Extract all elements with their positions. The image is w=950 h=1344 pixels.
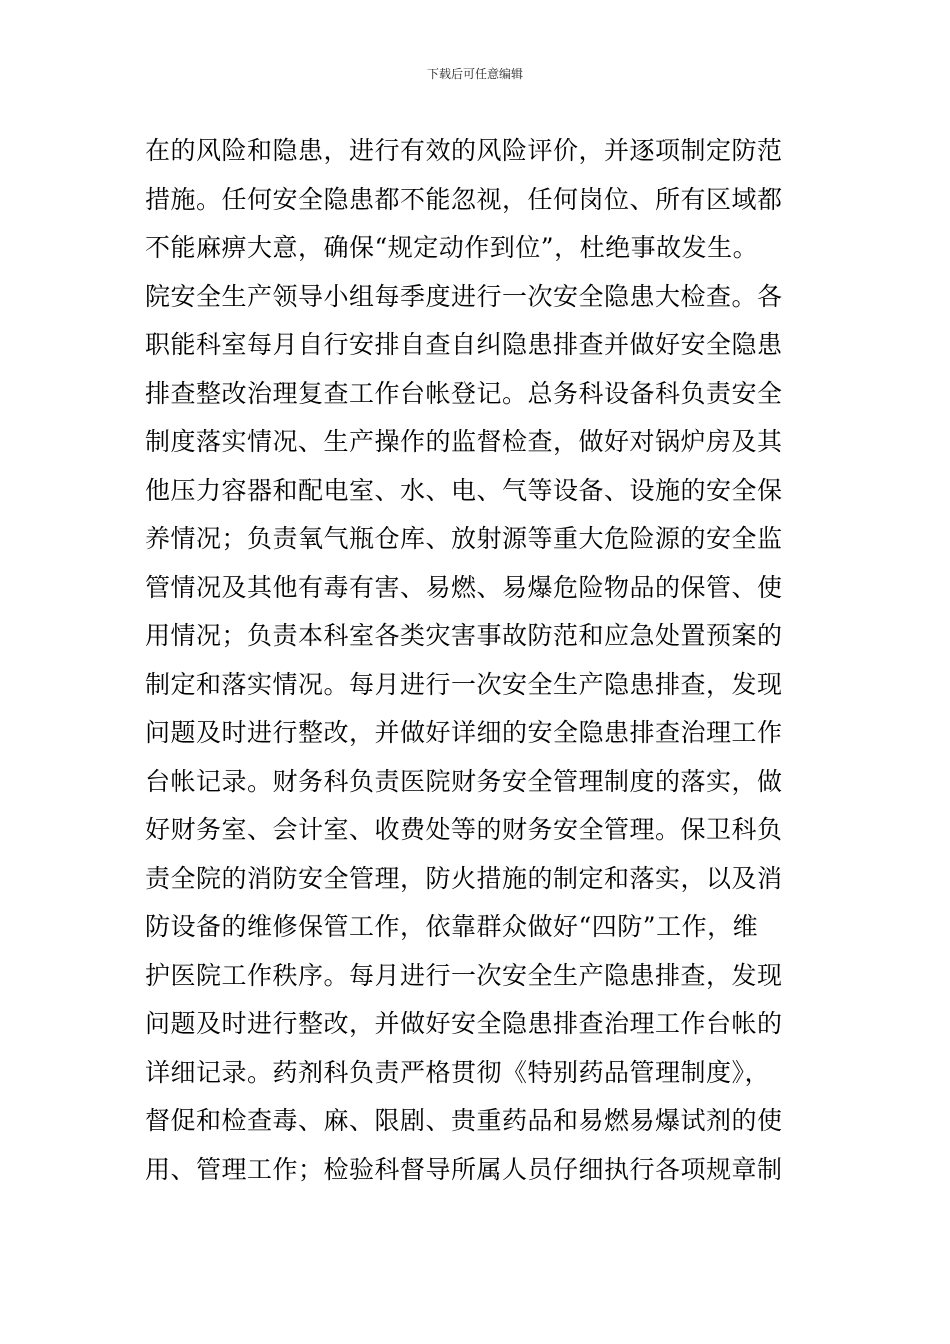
text-line: 详细记录。药剂科负责严格贯彻《特别药品管理制度》， <box>145 1057 771 1087</box>
text-line: 督促和检查毒、麻、限剧、贵重药品和易燃易爆试剂的使 <box>145 1106 783 1135</box>
text-line: 养情况；负责氧气瓶仓库、放射源等重大危险源的安全监 <box>145 524 783 553</box>
text-line: 护医院工作秩序。每月进行一次安全生产隐患排查，发现 <box>145 960 783 990</box>
text-line: 台帐记录。财务科负责医院财务安全管理制度的落实，做 <box>145 766 783 796</box>
text-line: 用、管理工作；检验科督导所属人员仔细执行各项规章制 <box>145 1154 783 1184</box>
text-line: 责全院的消防安全管理，防火措施的制定和落实，以及消 <box>145 863 783 893</box>
text-line: 防设备的维修保管工作，依靠群众做好“四防”工作，维 <box>145 912 759 941</box>
text-line: 问题及时进行整改，并做好详细的安全隐患排查治理工作 <box>145 718 783 747</box>
text-line: 管情况及其他有毒有害、易燃、易爆危险物品的保管、使 <box>145 572 783 602</box>
text-line: 问题及时进行整改，并做好安全隐患排查治理工作台帐的 <box>145 1009 783 1038</box>
text-line: 制度落实情况、生产操作的监督检查，做好对锅炉房及其 <box>145 427 783 456</box>
text-line: 职能科室每月自行安排自查自纠隐患排查并做好安全隐患 <box>145 330 783 359</box>
page-header: 下载后可任意编辑 <box>426 67 523 81</box>
text-line: 院安全生产领导小组每季度进行一次安全隐患大检查。各 <box>145 281 783 311</box>
text-line: 他压力容器和配电室、水、电、气等设备、设施的安全保 <box>145 475 783 505</box>
text-line: 不能麻痹大意，确保“规定动作到位”，杜绝事故发生。 <box>145 233 759 262</box>
document-body <box>145 127 825 1194</box>
text-line: 好财务室、会计室、收费处等的财务安全管理。保卫科负 <box>145 815 783 844</box>
text-line: 制定和落实情况。每月进行一次安全生产隐患排查，发现 <box>145 669 783 699</box>
text-line: 排查整改治理复查工作台帐登记。总务科设备科负责安全 <box>145 378 783 408</box>
text-line: 用情况；负责本科室各类灾害事故防范和应急处置预案的 <box>145 621 783 650</box>
text-line: 措施。任何安全隐患都不能忽视，任何岗位、所有区域都 <box>145 184 783 214</box>
text-line: 在的风险和隐患，进行有效的风险评价，并逐项制定防范 <box>145 136 783 165</box>
